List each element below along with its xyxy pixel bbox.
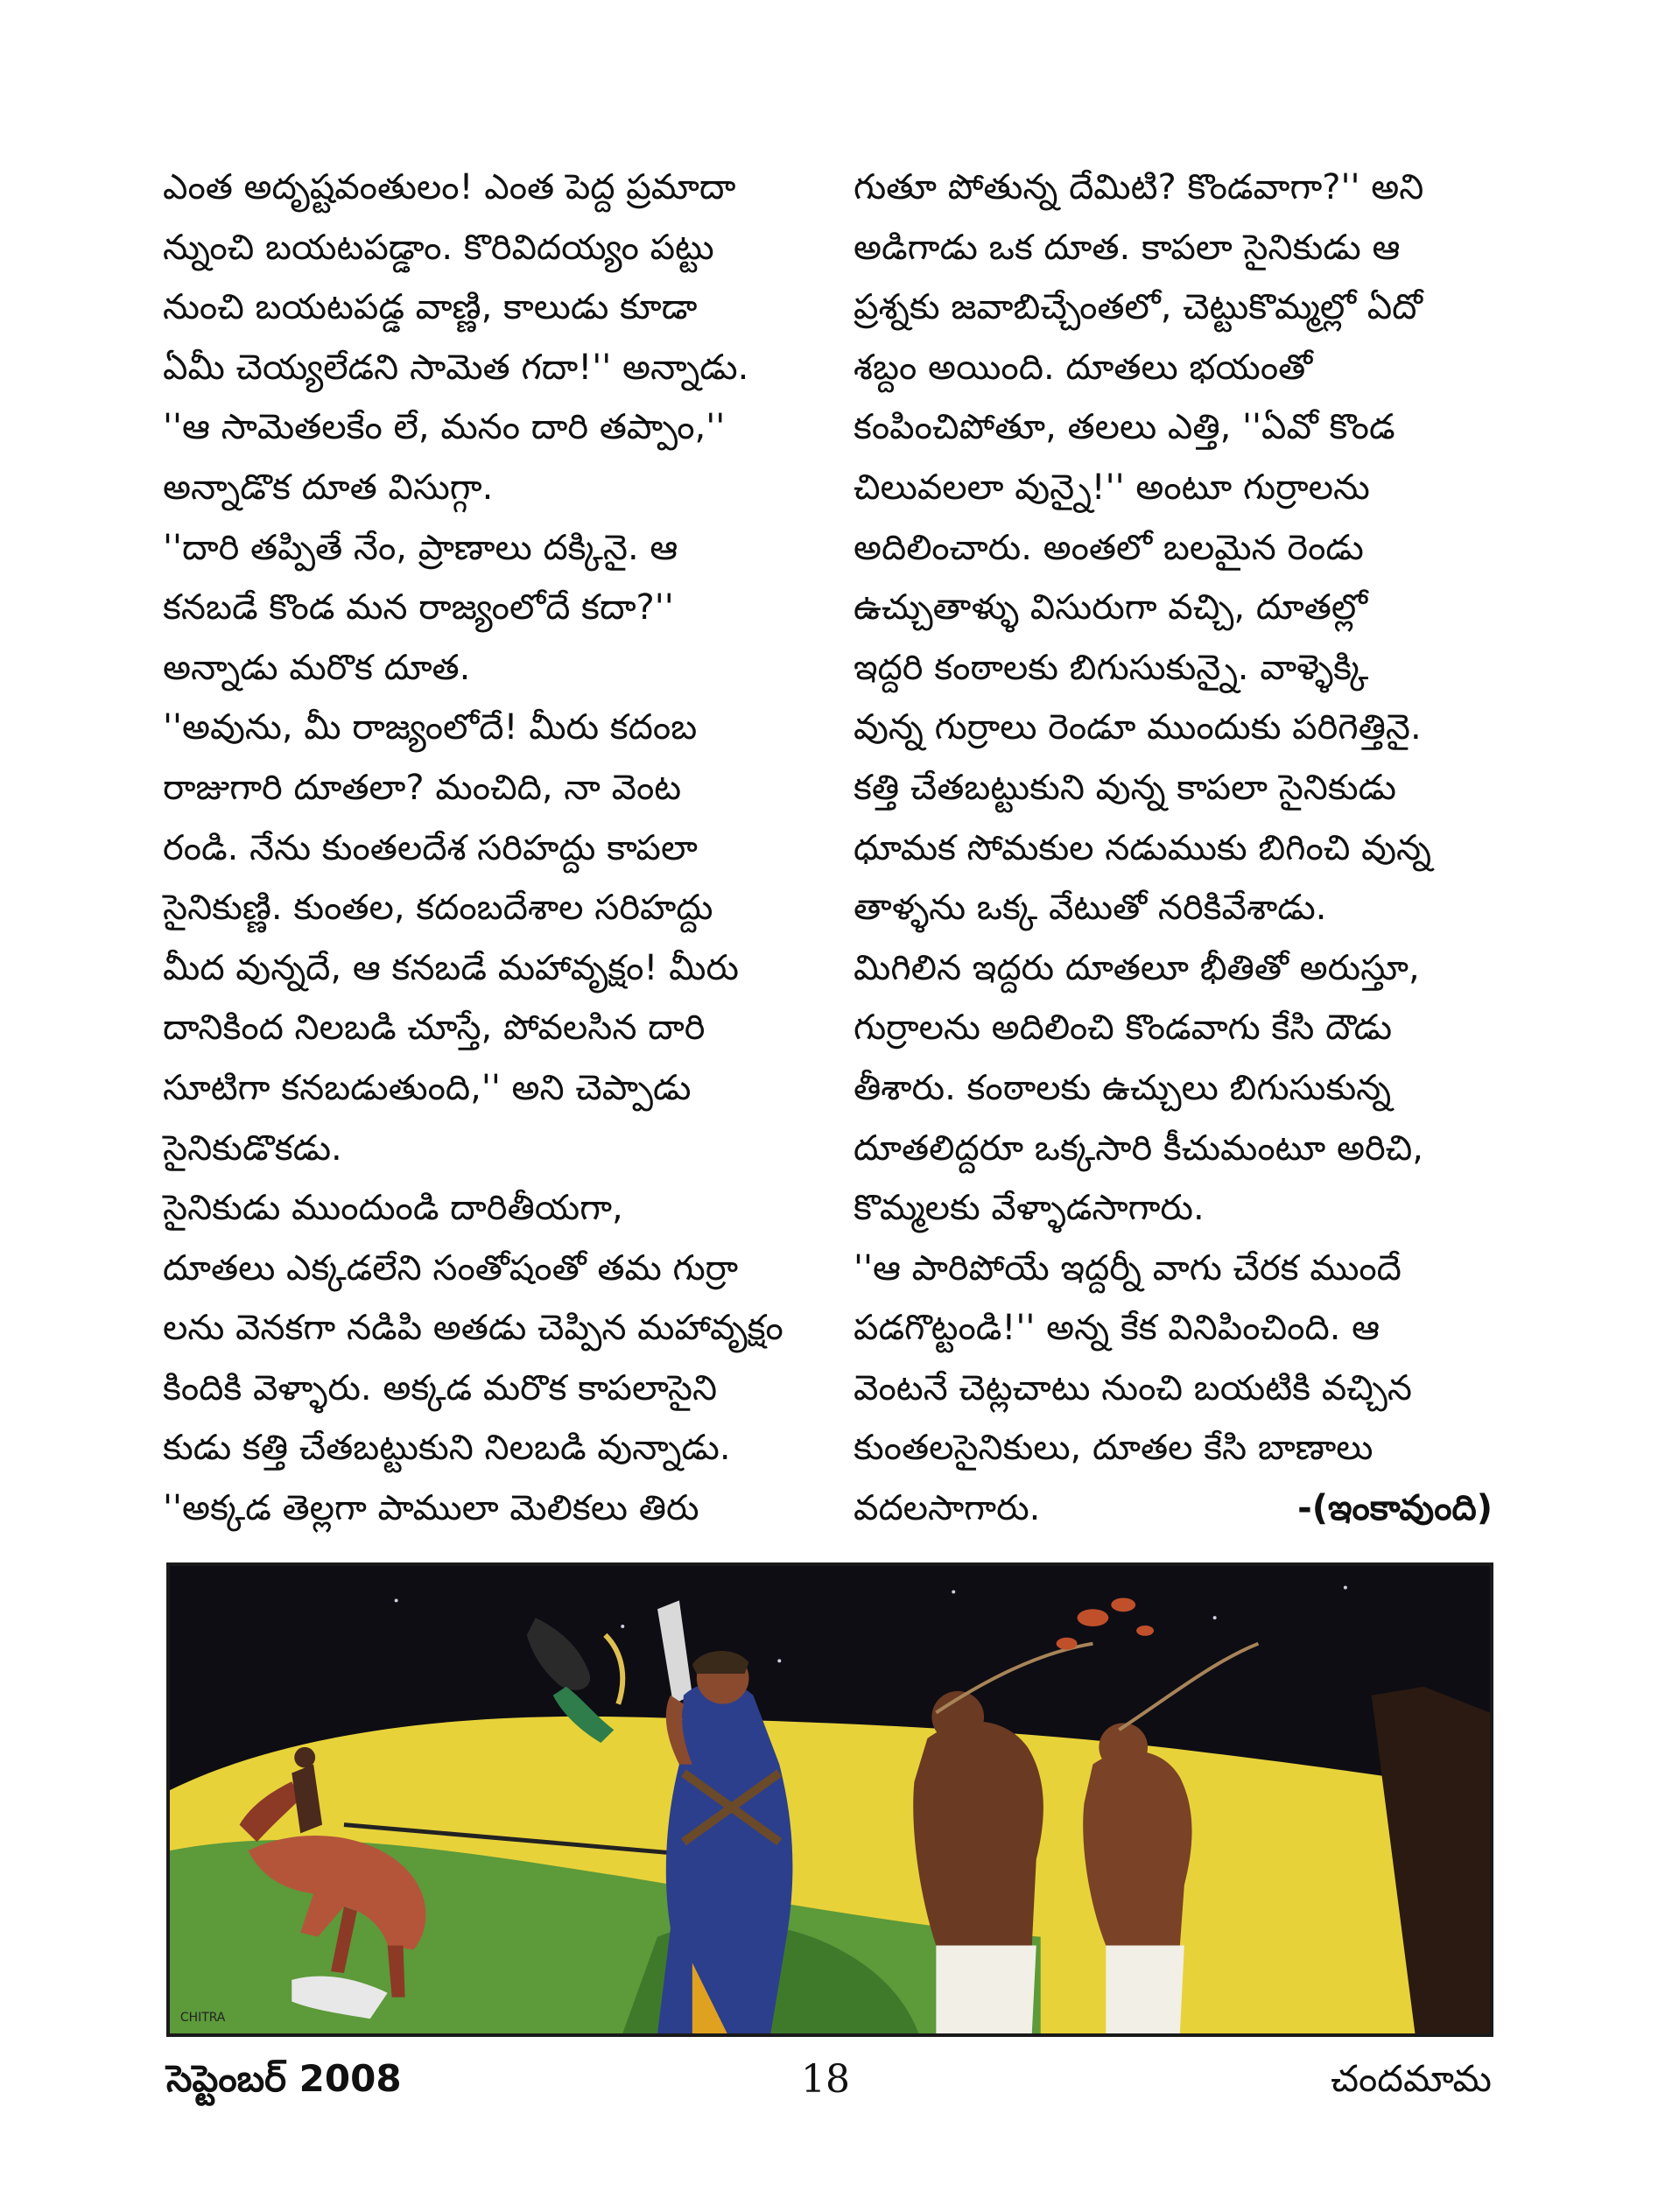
text-line: దూతలు ఎక్కడలేని సంతోషంతో తమ గుర్రా [163, 1247, 739, 1289]
text-line: కొమ్మలకు వేళ్ళాడసాగారు. [854, 1188, 1205, 1229]
right-text-column [854, 158, 1493, 1539]
closing-line [854, 1478, 1493, 1539]
text-line: అన్నాడు మరొక దూత. [163, 647, 471, 688]
text-line: కుడు కత్తి చేతబట్టుకుని నిలబడి వున్నాడు. [163, 1428, 731, 1469]
text-line: చిలువలలా వున్నై!'' అంటూ గుర్రాలను [854, 467, 1370, 508]
text-line: ''అక్కడ తెల్లగా పాములా మెలికలు తిరు [163, 1488, 699, 1529]
text-line: పడగొట్టండి!'' అన్న కేక వినిపించింది. ఆ [854, 1308, 1380, 1349]
text-line: వున్న గుర్రాలు రెండూ ముందుకు పరిగెత్తినై. [854, 707, 1422, 748]
text-line: న్నుంచి బయటపడ్డాం. కొరివిదయ్యం పట్టు [163, 227, 714, 268]
text-line: ''దారి తప్పితే నేం, ప్రాణాలు దక్కినై. ఆ [163, 527, 678, 568]
text-line: రండి. నేను కుంతలదేశ సరిహద్దు కాపలా [163, 827, 698, 868]
text-line: వదలసాగారు. [854, 1488, 1041, 1529]
text-line: కిందికి వెళ్ళారు. అక్కడ మరొక కాపలాసైని [163, 1367, 718, 1408]
text-line: సూటిగా కనబడుతుంది,'' అని చెప్పాడు [163, 1067, 692, 1108]
left-text-column [163, 158, 811, 1539]
text-line: సైనికుడొకడు. [163, 1127, 342, 1169]
text-line: కంపించిపోతూ, తలలు ఎత్తి, ''ఏవో కొండ [854, 407, 1395, 448]
text-line: మిగిలిన ఇద్దరు దూతలూ భీతితో అరుస్తూ, [854, 947, 1420, 988]
text-line: తాళ్ళను ఒక్క వేటుతో నరికివేశాడు. [854, 888, 1327, 929]
illustration-svg [170, 1566, 1490, 2033]
text-line: సైనికుడు ముందుండి దారితీయగా, [163, 1188, 623, 1229]
footer-date: సెప్టెంబర్ 2008 [166, 2057, 402, 2100]
text-line: నుంచి బయటపడ్డ వాణ్ణి, కాలుడు కూడా [163, 287, 698, 328]
text-line: ధూమక సోమకుల నడుముకు బిగించి వున్న [854, 827, 1432, 868]
text-line: దూతలిద్దరూ ఒక్కసారి కీచుమంటూ అరిచి, [854, 1127, 1424, 1169]
page-footer [0, 2057, 1658, 2118]
text-line: అడిగాడు ఒక దూత. కాపలా సైనికుడు ఆ [854, 227, 1401, 268]
text-line: లను వెనకగా నడిపి అతడు చెప్పిన మహావృక్షం [163, 1308, 783, 1349]
text-line: ''అవును, మీ రాజ్యంలోదే! మీరు కదంబ [163, 707, 698, 748]
text-line: ఏమీ చెయ్యలేడని సామెత గదా!'' అన్నాడు. [163, 347, 749, 388]
story-illustration [166, 1562, 1493, 2037]
magazine-name: చందమామ [1331, 2057, 1492, 2100]
text-line: ''ఆ పారిపోయే ఇద్దర్నీ వాగు చేరక ముందే [854, 1247, 1402, 1289]
text-line: తీశారు. కంఠాలకు ఉచ్చులు బిగుసుకున్న [854, 1067, 1392, 1108]
text-line: ప్రశ్నకు జవాబిచ్చేంతలో, చెట్టుకొమ్మల్లో ఏదో [854, 287, 1423, 328]
text-line: గుతూ పోతున్న దేమిటి? కొండవాగా?'' అని [854, 167, 1424, 207]
to-be-continued-label: -(ఇంకావుంది) [1297, 1488, 1493, 1529]
text-line: దానికింద నిలబడి చూస్తే, పోవలసిన దారి [163, 1008, 706, 1049]
text-line: కత్తి చేతబట్టుకుని వున్న కాపలా సైనికుడు [854, 767, 1397, 808]
text-line: వెంటనే చెట్లచాటు నుంచి బయటికి వచ్చిన [854, 1367, 1412, 1408]
text-line: శబ్దం అయింది. దూతలు భయంతో [854, 347, 1313, 388]
text-line: అదిలించారు. అంతలో బలమైన రెండు [854, 527, 1364, 568]
text-line: గుర్రాలను అదిలించి కొండవాగు కేసి దౌడు [854, 1008, 1393, 1049]
text-line: ''ఆ సామెతలకేం లే, మనం దారి తప్పాం,'' [163, 407, 726, 448]
text-line: ఇద్దరి కంఠాలకు బిగుసుకున్నై. వాళ్ళెక్కి [854, 647, 1369, 688]
text-line: ఉచ్చుతాళ్ళు విసురుగా వచ్చి, దూతల్లో [854, 587, 1368, 628]
text-line: అన్నాడొక దూత విసుగ్గా. [163, 467, 494, 508]
text-line: రాజుగారి దూతలా? మంచిది, నా వెంట [163, 767, 682, 808]
text-line: కుంతలసైనికులు, దూతల కేసి బాణాలు [854, 1428, 1373, 1469]
text-line: కనబడే కొండ మన రాజ్యంలోదే కదా?'' [163, 587, 674, 628]
text-line: ఎంత అదృష్టవంతులం! ఎంత పెద్ద ప్రమాదా [163, 167, 736, 207]
page-number: 18 [801, 2057, 850, 2102]
illustration-signature: CHITRA [179, 2011, 226, 2026]
text-line: మీద వున్నదే, ఆ కనబడే మహావృక్షం! మీరు [163, 947, 740, 988]
text-line: సైనికుణ్ణి. కుంతల, కదంబదేశాల సరిహద్దు [163, 888, 713, 929]
